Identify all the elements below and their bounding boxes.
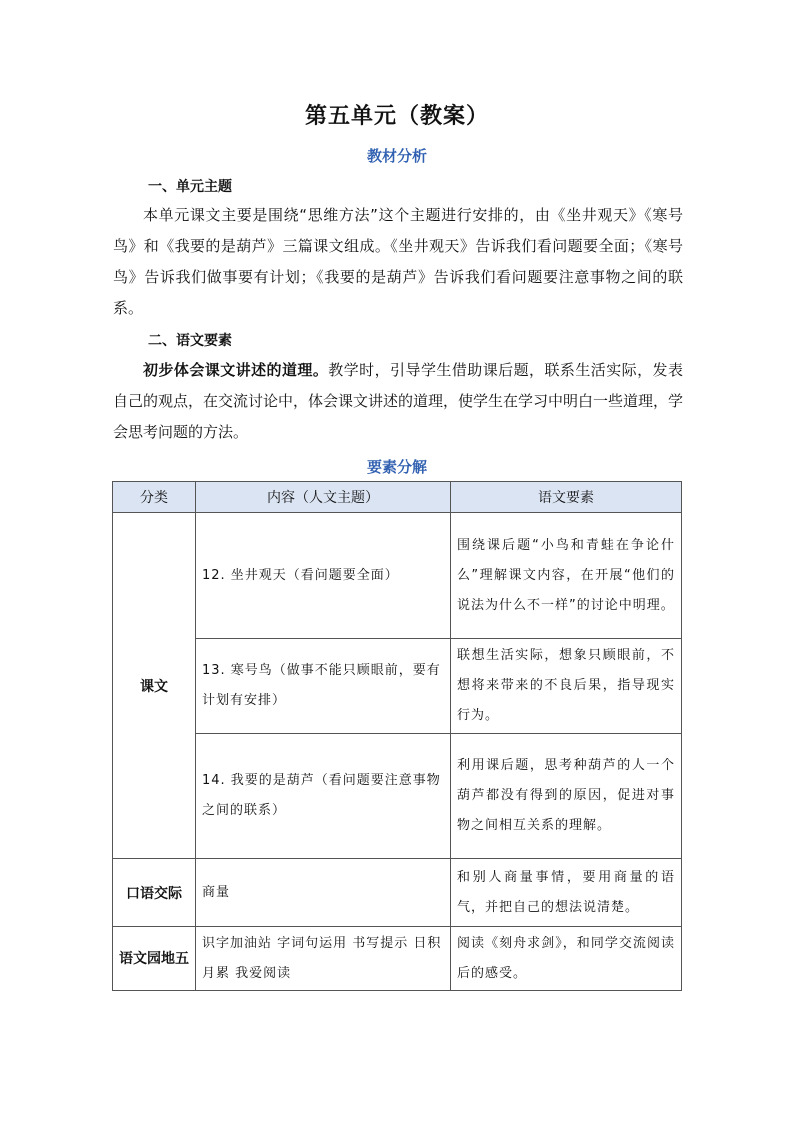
element-cell: 利用课后题，思考种葫芦的人一个葫芦都没有得到的原因，促进对事物之间相互关系的理解。 <box>451 734 682 859</box>
language-elements-paragraph <box>113 355 683 448</box>
column-header-content: 内容（人文主题） <box>196 482 451 513</box>
element-breakdown-heading: 要素分解 <box>366 458 427 476</box>
category-cell-garden: 语文园地五 <box>113 927 196 991</box>
content-cell: 识字加油站 字词句运用 书写提示 日积月累 我爱阅读 <box>196 927 451 991</box>
content-cell: 13. 寒号鸟（做事不能只顾眼前，要有计划有安排） <box>196 639 451 734</box>
content-cell: 商量 <box>196 859 451 927</box>
content-cell: 14. 我要的是葫芦（看问题要注意事物之间的联系） <box>196 734 451 859</box>
table-row <box>113 639 682 734</box>
table-row <box>113 734 682 859</box>
paragraph-rest-text: 教学时，引导学生借助课后题，联系生活实际，发表自己的观点，在交流讨论中，体会课文讲述的道理，使学生在学习中明白一些道理，学会思考问题的方法。 <box>113 361 684 441</box>
column-header-element: 语文要素 <box>451 482 682 513</box>
element-cell: 阅读《刻舟求剑》，和同学交流阅读后的感受。 <box>451 927 682 991</box>
element-cell: 和别人商量事情，要用商量的语气，并把自己的想法说清楚。 <box>451 859 682 927</box>
element-breakdown-table <box>112 481 682 991</box>
table-row <box>113 927 682 991</box>
table-header-row <box>113 482 682 513</box>
category-cell-oral: 口语交际 <box>113 859 196 927</box>
unit-theme-heading: 一、单元主题 <box>148 179 232 195</box>
unit-theme-paragraph: 本单元课文主要是围绕“思维方法”这个主题进行安排的，由《坐井观天》《寒号鸟》和《我要的是葫芦》三篇课文组成。《坐井观天》告诉我们看问题要全面；《寒号鸟》告诉我们做事要有计划；《我要的是葫芦》告诉我们看问题要注意事物之间的联系。 <box>113 206 683 317</box>
table-row <box>113 859 682 927</box>
key-point-text: 初步体会课文讲述的道理。 <box>143 361 329 379</box>
column-header-category: 分类 <box>113 482 196 513</box>
content-cell: 12. 坐井观天（看问题要全面） <box>196 513 451 639</box>
textbook-analysis-heading: 教材分析 <box>366 147 427 165</box>
element-cell: 围绕课后题“小鸟和青蛙在争论什么”理解课文内容，在开展“他们的说法为什么不一样”的讨论中明理。 <box>451 513 682 639</box>
page-title: 第五单元（教案） <box>304 104 489 129</box>
element-cell: 联想生活实际，想象只顾眼前，不想将来带来的不良后果，指导现实行为。 <box>451 639 682 734</box>
language-elements-heading: 二、语文要素 <box>148 333 232 349</box>
table-row <box>113 513 682 639</box>
category-cell-text: 课文 <box>113 513 196 859</box>
